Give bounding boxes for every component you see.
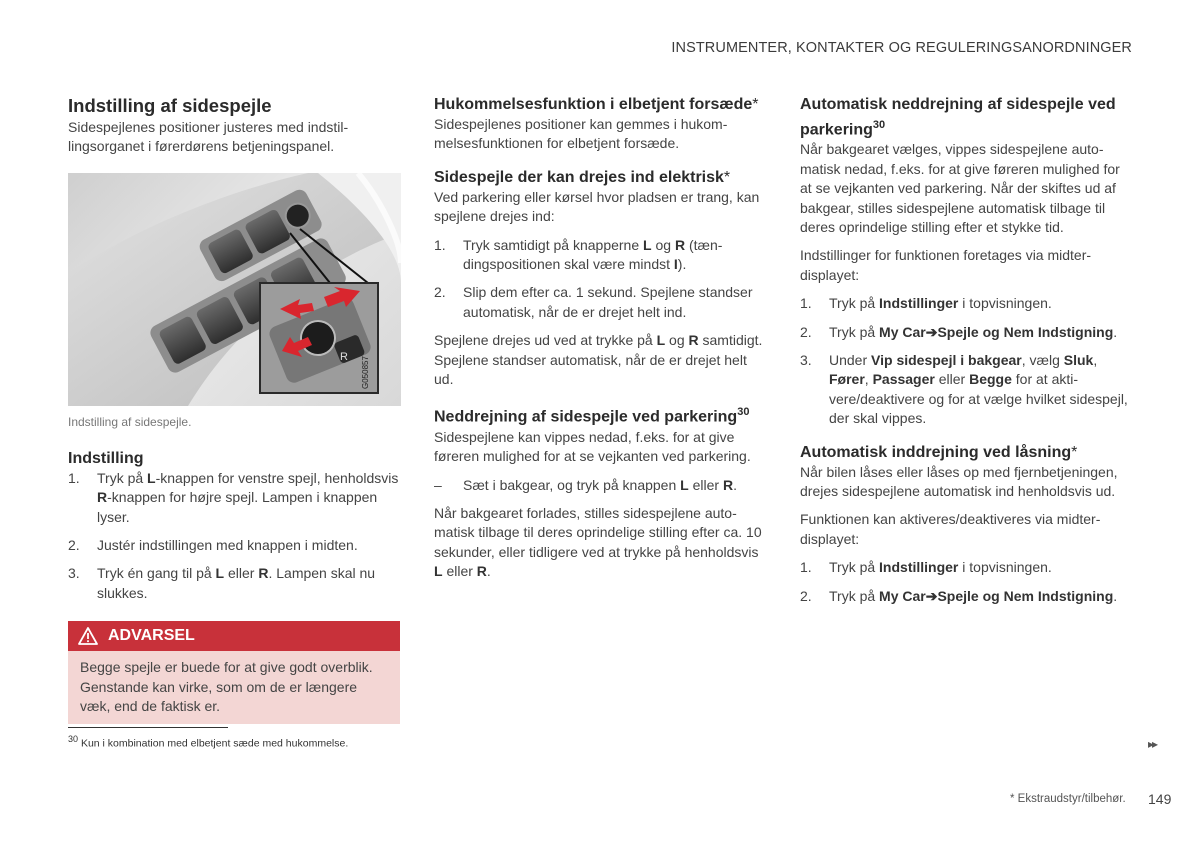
- list-item: 2. Tryk på My Car➔Spejle og Nem Indstigning.: [800, 587, 1118, 604]
- warning-triangle-icon: [68, 627, 108, 645]
- footnote: $^{30}$ Kun i kombination med elbetjent sæde med hukommelse.: [68, 734, 349, 750]
- arrow-right-icon: ➔: [925, 587, 938, 604]
- warning-box: [68, 621, 400, 724]
- subsection-title-auto-fold-lock: Automatisk inddrejning ved låsning*: [800, 443, 1078, 461]
- footnote-rule: [68, 727, 228, 728]
- warning-title: ADVARSEL: [108, 627, 195, 645]
- steps-list: [800, 294, 1130, 428]
- figure-code: G050857: [361, 355, 370, 389]
- continue-arrows-icon: ▸▸: [1148, 737, 1157, 751]
- button-label-r: R: [340, 350, 348, 363]
- list-item: 1. Tryk på Indstillinger i topvisningen.: [800, 295, 1052, 312]
- arrow-right-icon: ➔: [925, 323, 938, 340]
- list-item: 1. Tryk på Indstillinger i topvisningen.: [800, 559, 1052, 576]
- list-item: 2. Tryk på My Car➔Spejle og Nem Indstigning.: [800, 323, 1118, 340]
- subsection-title-tilt-parking: Neddrejning af sidespejle ved parkering$^{30}$: [434, 406, 750, 426]
- steps-list: [800, 558, 1130, 606]
- auto-fold-settings-text: Funktionen kan aktiveres/deaktiveres via midterdisplayet:: [800, 511, 1101, 547]
- list-item: 3. Tryk én gang til på L eller R. Lampen skal nu slukkes.: [68, 565, 376, 601]
- fold-out-text: Spejlene drejes ud ved at trykke på L og R samtidigt. Spejlene standser automatisk, når de er drejet helt ud.: [434, 332, 763, 388]
- auto-fold-text: Når bilen låses eller låses op med fjernbetjeningen, drejes sidespejlene automatisk ind henholdsvis ud.: [800, 463, 1118, 500]
- figure-caption: Indstilling af sidespejle.: [68, 414, 192, 429]
- list-item: – Sæt i bakgear, og tryk på knappen L eller R.: [434, 476, 737, 493]
- subsection-title-auto-tilt: Automatisk neddrejning af sidespejle ved parkering$^{30}$: [800, 96, 1116, 139]
- list-item: 3. Under Vip sidespejl i bakgear, vælg Sluk, Fører, Passager eller Begge for at aktivere/deaktivere og for at vælge hvilket sidespejl, der skal vippes.: [800, 351, 1128, 427]
- section-title: Indstilling af sidespejle: [68, 95, 272, 116]
- tilt-text: Sidespejlene kan vippes nedad, f.eks. for at give føreren mulighed for at se vejkanten ved parkering.: [434, 428, 751, 465]
- list-item: 1. Tryk på L-knappen for venstre spejl, henholdsvis R-knappen for højre spejl. Lampen i knappen lyser.: [68, 469, 399, 525]
- auto-tilt-text: Når bakgearet vælges, vippes sidespejlene automatisk nedad, f.eks. for at give føreren mulighed for at se vejkanten ved parkering. Når der skiftes ud af bakgear, stilles sidespejlene automatisk tilbage til deres oprindelige stilling efter et stykke tid.: [800, 141, 1120, 235]
- subsection-title-indstilling: Indstilling: [68, 449, 144, 467]
- list-item: 2. Slip dem efter ca. 1 sekund. Spejlene standser automatisk, når de er drejet helt ind.: [434, 284, 753, 320]
- column-3: [800, 94, 1130, 615]
- auto-tilt-settings-text: Indstillinger for funktionen foretages via midterdisplayet:: [800, 247, 1092, 283]
- tilt-return-text: Når bakgearet forlades, stilles sidespejlene automatisk tilbage til deres oprindelige stilling efter ca. 10 sekunder, eller tidligere ved at trykke på henholdsvis L eller R.: [434, 505, 762, 580]
- fold-intro-text: Ved parkering eller kørsel hvor pladsen er trang, kan spejlene drejes ind:: [434, 188, 760, 225]
- accessory-note: * Ekstraudstyr/tilbehør.: [1010, 793, 1126, 805]
- steps-list: [68, 469, 400, 603]
- subsection-title-fold-electric: Sidespejle der kan drejes ind elektrisk*: [434, 168, 731, 186]
- subsection-title-memory: Hukommelsesfunktion i elbetjent forsæde*: [434, 96, 759, 113]
- memory-text: Sidespejlenes positioner kan gemmes i hukommelsesfunktionen for elbetjent forsæde.: [434, 116, 728, 152]
- list-item: 1. Tryk samtidigt på knapperne L og R (tændingspositionen skal være mindst I).: [434, 236, 723, 273]
- column-1: [68, 94, 400, 724]
- page-number: 149: [1148, 791, 1172, 807]
- warning-text: Begge spejle er buede for at give godt overblik. Genstande kan virke, som om de er længere væk, end de faktisk er.: [68, 651, 400, 724]
- door-panel-illustration: [68, 173, 401, 406]
- mirror-control-figure: [68, 173, 401, 406]
- intro-text: Sidespejlenes positioner justeres med indstillingsorganet i førerdørens betjeningspanel.: [68, 119, 349, 155]
- list-item: 2. Justér indstillingen med knappen i midten.: [68, 537, 358, 554]
- running-header: INSTRUMENTER, KONTAKTER OG REGULERINGSANORDNINGER: [671, 40, 1132, 56]
- steps-list: [434, 236, 764, 323]
- column-2: [434, 94, 764, 582]
- warning-header: [68, 621, 400, 651]
